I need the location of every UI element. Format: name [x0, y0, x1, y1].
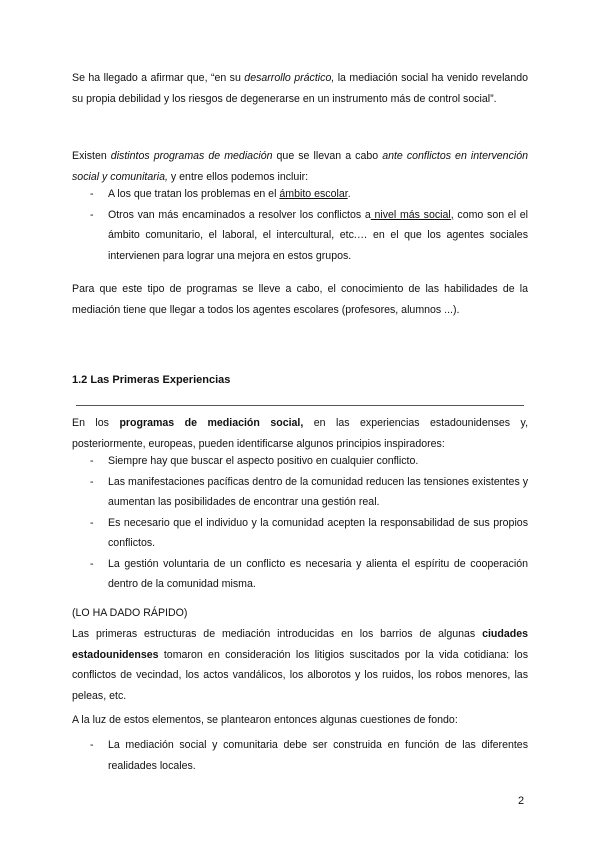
list-item-text: Siempre hay que buscar el aspecto positivo en cualquier conflicto. — [108, 455, 419, 467]
list-item-text-post: . — [347, 188, 351, 200]
paragraph-2 — [72, 146, 528, 187]
paragraph-6: A la luz de estos elementos, se plantearon entonces algunas cuestiones de fondo: — [72, 714, 458, 726]
list-item-text: Las manifestaciones pacíficas dentro de la comunidad reducen las tensiones existentes y aumentan las posibilidades de encontrar una gestión real. — [108, 475, 528, 508]
list-item — [72, 735, 528, 776]
dash-marker: - — [90, 557, 94, 570]
page-number: 2 — [518, 795, 525, 807]
dash-marker: - — [90, 208, 94, 221]
list-item-text-post: como son el el ámbito comunitario, el laboral, el intercultural, etc.… en el que los agentes sociales intervienen para lograr una mejora en estos grupos. — [108, 208, 528, 262]
list-principles — [72, 451, 528, 595]
list-item — [72, 205, 528, 267]
heading-rule — [76, 405, 524, 406]
p4-text-c: en las experiencias estadounidenses y, posteriormente, europeas, pueden identificarse algunos principios inspiradores: — [72, 417, 529, 450]
dash-marker: - — [90, 516, 94, 529]
dash-marker: - — [90, 455, 94, 467]
p5-text-c: tomaron en consideración los litigios suscitados por la vida cotidiana: los conflictos de vecindad, los actos vandálicos, los alborotos y los ruidos, los robos menores, las peleas, etc. — [72, 648, 528, 702]
paragraph-3: Para que este tipo de programas se lleve a cabo, el conocimiento de las habilidades de la mediación tiene que llegar a todos los agentes escolares (profesores, alumnos ...). — [72, 283, 528, 316]
section-heading: 1.2 Las Primeras Experiencias — [72, 374, 231, 386]
list-item-text: La mediación social y comunitaria debe ser construida en función de las diferentes realidades locales. — [108, 739, 528, 772]
p2-text-e: y entre ellos podemos incluir: — [167, 170, 309, 183]
dash-marker: - — [90, 739, 94, 751]
list-item — [72, 554, 528, 595]
paragraph-1 — [72, 68, 528, 109]
p2-text-c: que se llevan a cabo — [272, 150, 383, 162]
p4-text-a: En los — [72, 417, 120, 429]
list-programs — [72, 184, 528, 266]
underlined-text: ámbito escolar — [279, 188, 348, 200]
p1-text-c: la mediación social ha venido revelando su propia debilidad y los riesgos de degenerarse en un instrumento más de control social”. — [72, 72, 528, 105]
paragraph-4 — [72, 413, 528, 454]
p2-italic-b: distintos programas de mediación — [110, 150, 273, 162]
p4-bold: programas de mediación social, — [119, 417, 304, 429]
underlined-text: nivel más social, — [370, 208, 454, 221]
paragraph-5 — [72, 624, 528, 706]
list-item-text: La gestión voluntaria de un conflicto es necesaria y alienta el espíritu de cooperación dentro de la comunidad misma. — [108, 557, 528, 590]
list-item — [72, 184, 528, 205]
dash-marker: - — [90, 188, 94, 200]
list-item-text: A los que tratan los problemas en el — [108, 188, 280, 200]
p2-text-a: Existen — [72, 150, 111, 162]
list-item — [72, 451, 528, 472]
dash-marker: - — [90, 475, 94, 488]
p1-text-a: Se ha llegado a afirmar que, “en su — [72, 72, 245, 84]
p5-bold: ciudades estadounidenses — [72, 628, 528, 661]
list-questions — [72, 735, 528, 776]
p5-text-a: Las primeras estructuras de mediación introducidas en los barrios de algunas — [72, 628, 483, 640]
p2-italic-d: ante conflictos en intervención social y comunitaria, — [72, 150, 529, 183]
list-item — [72, 513, 528, 554]
list-item-text: Es necesario que el individuo y la comunidad acepten la responsabilidad de sus propios conflictos. — [108, 516, 528, 549]
list-item — [72, 472, 528, 513]
note-text: (LO HA DADO RÁPIDO) — [72, 607, 188, 619]
list-item-text: Otros van más encaminados a resolver los conflictos a — [108, 208, 371, 221]
p1-italic: desarrollo práctico, — [244, 72, 335, 84]
